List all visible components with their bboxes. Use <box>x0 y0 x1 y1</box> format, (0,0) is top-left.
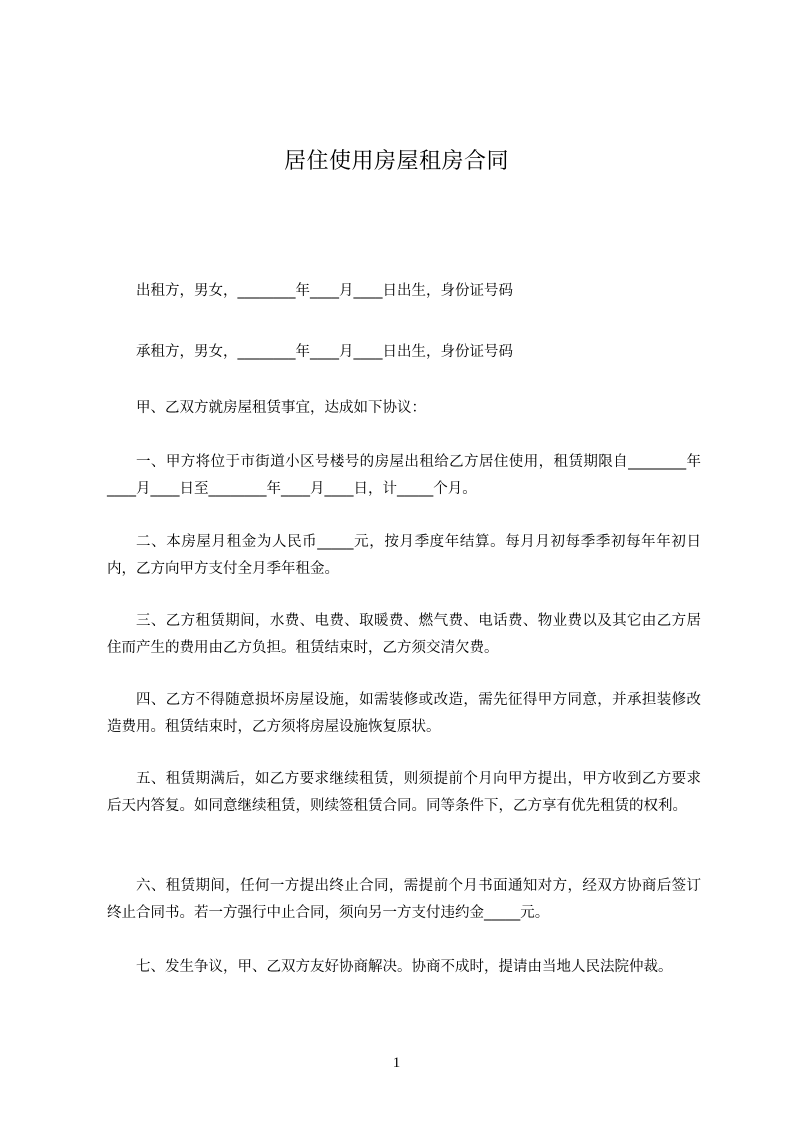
clause-2: 二、本房屋月租金为人民币_____元，按月季度年结算。每月月初每季季初每年年初日内，乙方向甲方支付全月季年租金。 <box>107 534 701 577</box>
clause-1: 一、甲方将位于市街道小区号楼号的房屋出租给乙方居住使用，租赁期限自________年____月____日至________年____月____日，计_____个月。 <box>107 454 701 497</box>
clause-6: 六、租赁期间，任何一方提出终止合同，需提前个月书面通知对方，经双方协商后签订终止合同书。若一方强行中止合同，须向另一方支付违约金_____元。 <box>107 878 701 921</box>
clause-4: 四、乙方不得随意损坏房屋设施，如需装修或改造，需先征得甲方同意，并承担装修改造费用。租赁结束时，乙方须将房屋设施恢复原状。 <box>107 692 701 735</box>
agreement-intro: 甲、乙双方就房屋租赁事宜，达成如下协议： <box>136 400 426 416</box>
clause-3: 三、乙方租赁期间，水费、电费、取暖费、燃气费、电话费、物业费以及其它由乙方居住而产生的费用由乙方负担。租赁结束时，乙方须交清欠费。 <box>107 613 701 656</box>
page-number: 1 <box>392 1055 401 1071</box>
lessee-line: 承租方，男女，________年____月____日出生，身份证号码 <box>136 344 513 360</box>
clause-7: 七、发生争议，甲、乙双方友好协商解决。协商不成时，提请由当地人民法院仲裁。 <box>136 959 673 975</box>
clause-5: 五、租赁期满后，如乙方要求继续租赁，则须提前个月向甲方提出，甲方收到乙方要求后天内答复。如同意继续租赁，则续签租赁合同。同等条件下，乙方享有优先租赁的权利。 <box>107 771 701 814</box>
lessor-line: 出租方，男女，________年____月____日出生，身份证号码 <box>136 283 513 299</box>
document-title: 居住使用房屋租房合同 <box>283 149 509 174</box>
